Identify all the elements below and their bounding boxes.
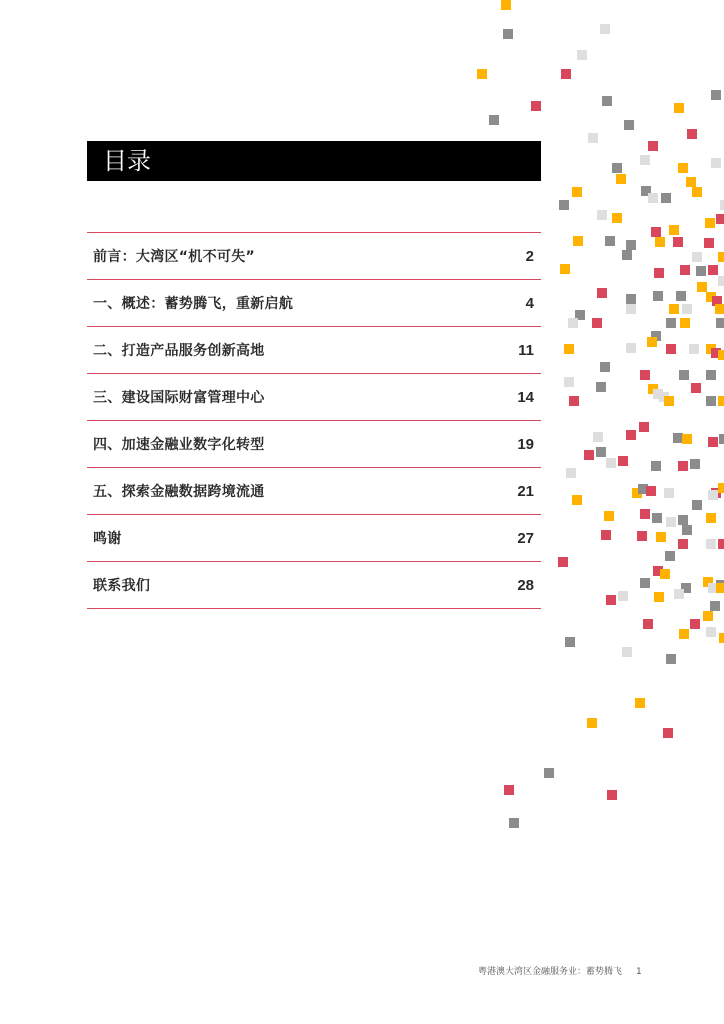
toc-entry-wealth-management[interactable] [87, 374, 541, 421]
decorative-square [678, 461, 688, 471]
decorative-square [710, 601, 720, 611]
decorative-square [601, 530, 611, 540]
decorative-square [708, 490, 718, 500]
decorative-square [626, 304, 636, 314]
decorative-square [680, 318, 690, 328]
table-of-contents [87, 232, 541, 609]
decorative-square [564, 377, 574, 387]
decorative-square [572, 495, 582, 505]
toc-entry-label: 联系我们 [93, 578, 151, 594]
decorative-square [602, 96, 612, 106]
page-title: 目录 [103, 147, 151, 175]
decorative-square [588, 133, 598, 143]
toc-entry-label: 一、概述：蓄势腾飞，重新启航 [93, 296, 294, 312]
decorative-square [682, 304, 692, 314]
toc-entry-page: 28 [517, 576, 534, 594]
decorative-square [606, 595, 616, 605]
decorative-square [678, 539, 688, 549]
toc-entry-label: 前言：大湾区“机不可失” [93, 249, 256, 265]
decorative-square [708, 265, 718, 275]
decorative-square [635, 698, 645, 708]
decorative-square [664, 396, 674, 406]
toc-entry-acknowledgements[interactable] [87, 515, 541, 562]
decorative-square [654, 268, 664, 278]
toc-entry-page: 19 [517, 435, 534, 453]
page-footer [478, 964, 642, 977]
decorative-square [648, 141, 658, 151]
decorative-square [559, 200, 569, 210]
decorative-square [718, 252, 724, 262]
decorative-square [719, 434, 724, 444]
decorative-square [676, 291, 686, 301]
toc-title-bar [87, 141, 541, 181]
decorative-square [654, 592, 664, 602]
decorative-square [703, 611, 713, 621]
decorative-square [708, 437, 718, 447]
toc-entry-label: 鸣谢 [93, 531, 122, 547]
decorative-square [692, 500, 702, 510]
decorative-square [607, 790, 617, 800]
decorative-square [531, 101, 541, 111]
decorative-square [715, 304, 724, 314]
decorative-square [626, 343, 636, 353]
decorative-square [600, 362, 610, 372]
decorative-square [718, 396, 724, 406]
decorative-square [647, 337, 657, 347]
decorative-square [716, 318, 724, 328]
decorative-square [686, 177, 696, 187]
decorative-square [565, 637, 575, 647]
decorative-square [678, 515, 688, 525]
decorative-square [640, 509, 650, 519]
decorative-square [584, 450, 594, 460]
decorative-square [697, 282, 707, 292]
toc-entry-page: 4 [525, 294, 534, 312]
decorative-square [705, 218, 715, 228]
decorative-square [718, 350, 724, 360]
decorative-square [674, 589, 684, 599]
decorative-square [687, 129, 697, 139]
decorative-square [690, 459, 700, 469]
decorative-square [678, 163, 688, 173]
toc-entry-page: 14 [517, 388, 534, 406]
decorative-square [719, 633, 724, 643]
decorative-square [706, 513, 716, 523]
decorative-square [666, 654, 676, 664]
decorative-square [604, 511, 614, 521]
decorative-square [501, 0, 511, 10]
decorative-square [673, 237, 683, 247]
decorative-square [626, 430, 636, 440]
decorative-square [689, 344, 699, 354]
decorative-square [569, 396, 579, 406]
decorative-square [596, 382, 606, 392]
decorative-square [696, 266, 706, 276]
toc-entry-label: 五、探索金融数据跨境流通 [93, 484, 265, 500]
decorative-square [711, 90, 721, 100]
decorative-square [509, 818, 519, 828]
footer-page-number: 1 [636, 967, 642, 977]
toc-entry-label: 三、建设国际财富管理中心 [93, 390, 265, 406]
toc-entry-digital-transformation[interactable] [87, 421, 541, 468]
decorative-square [651, 227, 661, 237]
decorative-square [477, 69, 487, 79]
decorative-square [720, 200, 724, 210]
decorative-square [691, 383, 701, 393]
decorative-square [612, 163, 622, 173]
toc-entry-page: 27 [517, 529, 534, 547]
decorative-square [682, 434, 692, 444]
decorative-square [572, 187, 582, 197]
decorative-square [655, 237, 665, 247]
decorative-square [643, 619, 653, 629]
decorative-square [648, 193, 658, 203]
decorative-square [660, 569, 670, 579]
decorative-square [616, 174, 626, 184]
toc-entry-page: 21 [517, 482, 534, 500]
decorative-square [679, 629, 689, 639]
decorative-square [666, 517, 676, 527]
decorative-square [622, 250, 632, 260]
decorative-square [573, 236, 583, 246]
decorative-square [716, 583, 724, 593]
decorative-square [706, 396, 716, 406]
decorative-square [618, 591, 628, 601]
decorative-square [640, 370, 650, 380]
decorative-square [544, 768, 554, 778]
toc-entry-page: 2 [525, 247, 534, 265]
decorative-square [682, 525, 692, 535]
decorative-square [711, 158, 721, 168]
decorative-square [597, 288, 607, 298]
decorative-square [640, 155, 650, 165]
decorative-square [656, 532, 666, 542]
decorative-square [646, 486, 656, 496]
decorative-square [706, 627, 716, 637]
decorative-square [651, 461, 661, 471]
toc-entry-innovation[interactable] [87, 327, 541, 374]
decorative-square [606, 458, 616, 468]
toc-entry-page: 11 [518, 341, 534, 359]
decorative-square [673, 433, 683, 443]
decorative-square [666, 318, 676, 328]
decorative-square [690, 619, 700, 629]
decorative-square [568, 318, 578, 328]
decorative-square [622, 647, 632, 657]
decorative-square [596, 447, 606, 457]
footer-report-title: 粤港澳大湾区金融服务业：蓄势腾飞 [478, 967, 623, 977]
decorative-square [618, 456, 628, 466]
toc-entry-contact-us[interactable] [87, 562, 541, 609]
toc-entry-data-flow[interactable] [87, 468, 541, 515]
decorative-square [564, 344, 574, 354]
decorative-square [706, 370, 716, 380]
decorative-square [640, 578, 650, 588]
decorative-square [718, 483, 724, 493]
decorative-square [597, 210, 607, 220]
decorative-square [593, 432, 603, 442]
decorative-square [639, 422, 649, 432]
decorative-square [566, 468, 576, 478]
decorative-square [624, 120, 634, 130]
decorative-square [626, 240, 636, 250]
decorative-square [665, 551, 675, 561]
decorative-square [592, 318, 602, 328]
decorative-square [561, 69, 571, 79]
decorative-square [669, 225, 679, 235]
decorative-square [718, 539, 724, 549]
decorative-square [674, 103, 684, 113]
decorative-square [692, 252, 702, 262]
decorative-square [661, 193, 671, 203]
decorative-square [612, 213, 622, 223]
decorative-square [669, 304, 679, 314]
decorative-square [587, 718, 597, 728]
decorative-square [489, 115, 499, 125]
decorative-square [679, 370, 689, 380]
decorative-square [558, 557, 568, 567]
decorative-square [652, 513, 662, 523]
decorative-square [666, 344, 676, 354]
toc-entry-overview[interactable] [87, 280, 541, 327]
decorative-square [664, 488, 674, 498]
decorative-square [503, 29, 513, 39]
decorative-square [504, 785, 514, 795]
decorative-square [560, 264, 570, 274]
decorative-square [637, 531, 647, 541]
decorative-square [663, 728, 673, 738]
decorative-square [716, 214, 724, 224]
decorative-square [577, 50, 587, 60]
decorative-square [626, 294, 636, 304]
decorative-square [600, 24, 610, 34]
decorative-square [653, 291, 663, 301]
decorative-square [704, 238, 714, 248]
decorative-square [692, 187, 702, 197]
toc-entry-preface[interactable] [87, 233, 541, 280]
decorative-square [706, 539, 716, 549]
decorative-square [680, 265, 690, 275]
decorative-square [718, 276, 724, 286]
toc-entry-label: 四、加速金融业数字化转型 [93, 437, 265, 453]
toc-entry-label: 二、打造产品服务创新高地 [93, 343, 265, 359]
decorative-square [605, 236, 615, 246]
